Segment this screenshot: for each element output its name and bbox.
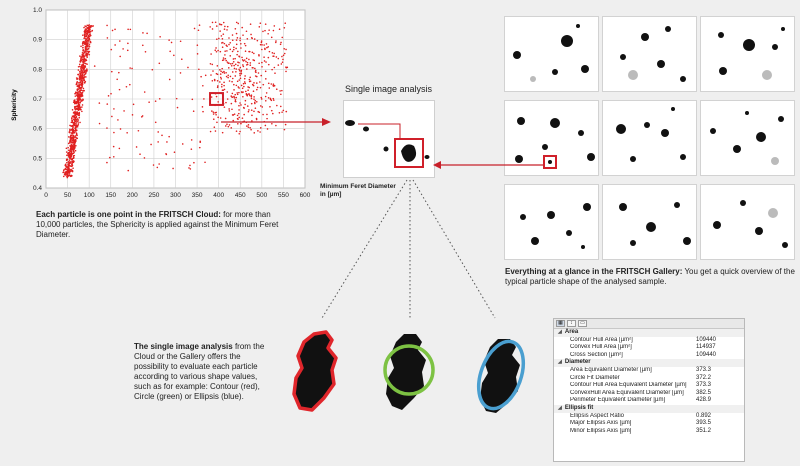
x-tick-label: 500 <box>256 192 268 199</box>
panel-row-label: ConvexHull Area Equivalent Diameter [µm] <box>570 389 684 396</box>
panel-row-value: 373.3 <box>696 366 712 373</box>
x-tick-label: 450 <box>234 192 246 199</box>
shape-values-panel <box>553 318 745 462</box>
gallery-caption-rest: You get a quick overview of the typical particle shape of the analysed sample. <box>505 267 795 286</box>
cloud-caption-rest: for more than 10,000 particles, the Sphericity is applied against the Minimum Feret Diameter. <box>36 210 279 239</box>
x-tick-label: 150 <box>105 192 117 199</box>
y-tick-label: 0.8 <box>32 66 42 74</box>
x-tick-label: 550 <box>277 192 289 199</box>
panel-row-value: 393.5 <box>696 420 712 427</box>
arrow-head-icon <box>322 118 331 126</box>
panel-row-value: 372.2 <box>696 374 712 381</box>
dotted-ray <box>322 180 407 318</box>
x-tick-label: 50 <box>63 192 72 199</box>
panel-row[interactable] <box>554 344 744 352</box>
x-tick-label: 0 <box>44 192 48 199</box>
panel-group-name: Area <box>564 329 579 335</box>
dotted-ray <box>413 180 495 318</box>
panel-row-value: 109440 <box>696 336 717 343</box>
single-image-title: Single image analysis <box>345 84 433 94</box>
panel-row[interactable] <box>554 352 744 360</box>
panel-row[interactable] <box>554 390 744 398</box>
x-tick-label: 600 <box>299 192 311 199</box>
panel-group-name: Ellipsis fit <box>564 404 594 411</box>
panel-row[interactable] <box>554 367 744 375</box>
y-tick-label: 0.7 <box>32 96 42 103</box>
panel-group-name: Diameter <box>564 359 591 366</box>
panel-row-value: 351.2 <box>696 427 712 434</box>
x-tick-label: 200 <box>126 192 138 199</box>
gallery-caption-bold: Everything at a glance in the FRITSCH Gallery: <box>505 267 683 276</box>
panel-group-header[interactable] <box>554 359 744 367</box>
panel-row[interactable] <box>554 397 744 405</box>
x-tick-label: 100 <box>83 192 95 199</box>
x-axis-label: Minimum Feret Diameter in [µm] <box>320 183 396 198</box>
panel-row[interactable] <box>554 382 744 390</box>
panel-row-label: Contour Hull Area Equivalent Diameter [µm] <box>570 382 687 389</box>
y-tick-label: 0.4 <box>32 185 42 192</box>
panel-group-header[interactable] <box>554 405 744 413</box>
y-tick-label: 0.5 <box>32 155 42 163</box>
panel-row-label: Ellipsis Aspect Ratio <box>570 412 625 419</box>
panel-row-label: Major Ellipsis Axis [µm] <box>570 420 632 427</box>
panel-row-label: Cross Section [µm²] <box>570 351 623 358</box>
collapse-triangle-icon[interactable]: ◢ <box>558 359 562 366</box>
panel-row-label: Convex Hull Area [µm²] <box>570 344 632 351</box>
panel-row-value: 428.9 <box>696 397 712 404</box>
pages-icon[interactable]: ▭ <box>578 320 587 327</box>
panel-row-label: Perimeter Equivalent Diameter [µm] <box>570 397 666 404</box>
panel-row-label: Circle Fit Diameter <box>570 374 620 381</box>
arrow-head-icon <box>433 161 441 169</box>
panel-row[interactable] <box>554 428 744 436</box>
particle-ellipse <box>470 335 532 414</box>
collapse-triangle-icon[interactable]: ◢ <box>558 404 562 411</box>
panel-row[interactable] <box>554 420 744 428</box>
panel-row[interactable] <box>554 413 744 421</box>
analysis-caption-bold: The single image analysis <box>134 342 233 351</box>
analysis-caption-rest: from the Cloud or the Gallery offers the possibility to evaluate each particle according to various shape values, such as for example: Contour (red), Circle (green) or Ellipsis (blue). <box>134 342 265 401</box>
x-tick-label: 350 <box>191 192 203 199</box>
analysis-caption <box>134 342 276 402</box>
panel-row-value: 373.3 <box>696 382 712 389</box>
panel-toolbar <box>554 319 744 329</box>
panel-row-value: 382.5 <box>696 389 712 396</box>
y-axis-label: Sphericity <box>11 89 18 121</box>
panel-row-value: 0.892 <box>696 412 712 419</box>
panel-row-value: 109440 <box>696 351 717 358</box>
connector-line <box>358 124 400 140</box>
x-tick-label: 300 <box>170 192 181 199</box>
panel-group-header[interactable] <box>554 329 744 337</box>
panel-row-value: 114937 <box>696 344 716 351</box>
cloud-caption-bold: Each particle is one point in the FRITSCH Cloud: <box>36 210 221 219</box>
sort-icon[interactable]: ↕ <box>567 320 576 327</box>
panel-row-label: Minor Ellipsis Axis [µm] <box>570 427 632 434</box>
panel-row-label: Contour Hull Area [µm²] <box>570 336 633 343</box>
x-tick-label: 250 <box>148 192 160 199</box>
panel-row[interactable] <box>554 375 744 383</box>
x-tick-label: 400 <box>213 192 225 199</box>
panel-body <box>554 329 744 435</box>
grid-icon[interactable]: ▦ <box>556 320 565 327</box>
y-tick-label: 1.0 <box>32 7 42 14</box>
y-tick-label: 0.9 <box>32 36 42 44</box>
particle-contour <box>294 332 336 410</box>
y-tick-label: 0.6 <box>32 125 42 133</box>
collapse-triangle-icon[interactable]: ◢ <box>558 329 562 335</box>
panel-row-label: Area Equivalent Diameter [µm] <box>570 366 652 373</box>
panel-row[interactable] <box>554 337 744 345</box>
particle-circle <box>385 334 433 410</box>
